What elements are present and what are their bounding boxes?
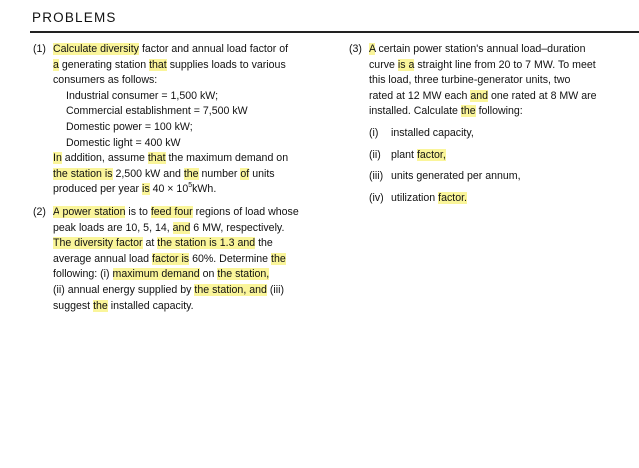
problem-line: Calculate diversity factor and annual load factor of	[53, 43, 289, 55]
problem-line	[53, 182, 338, 198]
problem-line: curve is a straight line from 20 to 7 MW. To meet	[369, 58, 596, 71]
problem-line: a generating station that supplies loads to various	[53, 58, 286, 71]
problem-line: average annual load factor is 60%. Determine the	[53, 252, 286, 265]
section-title: PROBLEMS	[32, 10, 117, 25]
problem-line: A power station is to feed four regions of load whose	[53, 205, 299, 218]
right-column	[349, 42, 634, 206]
problem-line: the station is 2,500 kW and the number of units	[53, 167, 275, 180]
problem-line: rated at 12 MW each and one rated at 8 MW are	[369, 89, 597, 102]
left-column	[33, 42, 338, 314]
problem-3	[349, 42, 634, 206]
load-item: Industrial consumer = 1,500 kW;	[66, 89, 219, 102]
sub-item-text: plant factor,	[391, 148, 446, 161]
problem-line: A certain power station's annual load–duration	[369, 43, 586, 55]
problem-line: this load, three turbine-generator units, two	[369, 74, 571, 87]
energy-unit: kWh.	[192, 183, 217, 196]
load-item: Domestic light = 400 kW	[66, 136, 181, 149]
problem-line: following: (i) maximum demand on the station,	[53, 268, 270, 281]
problem-number: (1)	[33, 43, 46, 55]
sub-item-label: (i)	[369, 126, 379, 139]
problem-number: (3)	[349, 43, 362, 55]
problem-number: (2)	[33, 205, 46, 218]
heading-rule	[30, 31, 639, 33]
problem-line: installed. Calculate the following:	[369, 105, 523, 118]
sub-item-label: (iii)	[369, 170, 384, 183]
sub-item-label: (iv)	[369, 191, 384, 204]
problem-line: peak loads are 10, 5, 14, and 6 MW, respectively.	[53, 221, 285, 234]
sub-item	[369, 169, 634, 185]
sub-item-text: units generated per annum,	[391, 170, 521, 183]
load-item: Commercial establishment = 7,500 kW	[66, 105, 248, 118]
sub-item-text: utilization factor.	[391, 191, 467, 204]
problem-text: produced per year is	[53, 183, 150, 196]
exponent: 5	[188, 182, 193, 190]
energy-value: 40 × 10	[152, 183, 189, 196]
problem-line: consumers as follows:	[53, 74, 158, 87]
load-item: Domestic power = 100 kW;	[66, 120, 193, 133]
problem-line: The diversity factor at the station is 1.3 and the	[53, 237, 273, 250]
sub-item-label: (ii)	[369, 148, 381, 161]
sub-item	[369, 148, 634, 164]
problem-2	[33, 205, 338, 314]
sub-item	[369, 191, 634, 207]
sub-item	[369, 126, 634, 142]
problem-line: suggest the installed capacity.	[53, 299, 194, 312]
problem-line: In addition, assume that the maximum demand on	[53, 152, 289, 165]
problem-line: (ii) annual energy supplied by the station, and (iii)	[53, 283, 284, 296]
sub-item-text: installed capacity,	[391, 126, 474, 139]
problem-1	[33, 42, 338, 198]
